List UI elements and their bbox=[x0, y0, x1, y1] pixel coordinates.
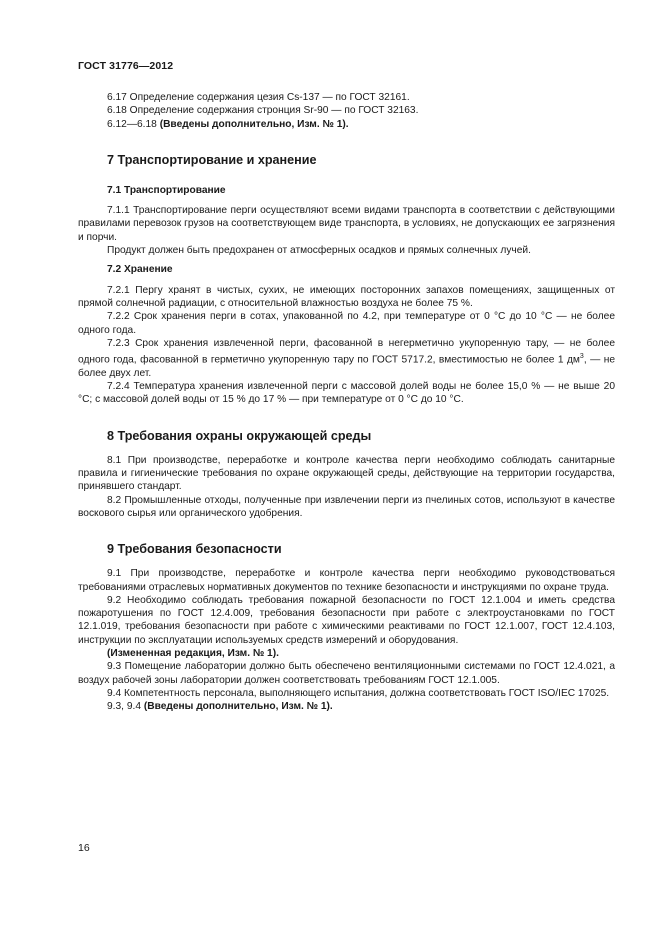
document-code-header: ГОСТ 31776—2012 bbox=[78, 60, 174, 72]
paragraph-9-1: 9.1 При производстве, переработке и контроле качества перги необходимо руководствоваться требованиями отраслевых нормативных документов по технике безопасности и инструкциями по охране труда. bbox=[78, 568, 615, 593]
amendment-note-9 bbox=[78, 700, 615, 713]
paragraph-9-2: 9.2 Необходимо соблюдать требования пожарной безопасности по ГОСТ 12.1.004 и иметь средства пожаротушения по ГОСТ 12.4.009, требования безопасности при работе с электроустановками по ГОСТ 12.1.019, требования безопасности при работе с химическими реактивами по ГОСТ 12.1.007, ГОСТ 12.4.103, инструкции по эксплуатации используемых средств измерений и оборудования. bbox=[78, 594, 615, 646]
item-6-17: 6.17 Определение содержания цезия Cs-137 — по ГОСТ 32161. bbox=[107, 92, 410, 103]
section-8-title: 8 Требования охраны окружающей среды bbox=[107, 428, 372, 443]
page-number: 16 bbox=[78, 842, 90, 854]
paragraph-7-1-1: 7.1.1 Транспортирование перги осуществляют всеми видами транспорта в соответствии с действующими правилами перевозок грузов на соответствующем виде транспорта, в условиях, не допускающих ее загрязнения и порчи. bbox=[78, 205, 615, 243]
amendment-note-6 bbox=[78, 118, 615, 131]
paragraph-7-2-3 bbox=[78, 337, 615, 380]
paragraph-product-protection: Продукт должен быть предохранен от атмосферных осадков и прямых солнечных лучей. bbox=[107, 245, 531, 257]
paragraph-8-2: 8.2 Промышленные отходы, полученные при извлечении перги из пчелиных сотов, используют в качестве воскового сырья или органического удобрения. bbox=[78, 494, 615, 519]
subsection-7-2-title: 7.2 Хранение bbox=[107, 264, 173, 276]
note-prefix: 6.12—6.18 bbox=[107, 118, 160, 130]
amendment-note-9-2: (Измененная редакция, Изм. № 1). bbox=[107, 648, 279, 659]
paragraph-9-3: 9.3 Помещение лаборатории должно быть обеспечено вентиляционными системами по ГОСТ 12.4.021, а воздух рабочей зоны лаборатории должен соответствовать требованиям ГОСТ 12.1.005. bbox=[78, 661, 615, 686]
paragraph-9-4: 9.4 Компетентность персонала, выполняющего испытания, должна соответствовать ГОСТ ISO/IEC 17025. bbox=[107, 687, 610, 699]
paragraph-7-2-4: 7.2.4 Температура хранения извлеченной перги с массовой долей воды не более 15,0 % — не выше 20 °С; с массовой долей воды от 15 % до 17 % — при температуре от 0 °С до 10 °С. bbox=[78, 381, 615, 406]
note-prefix: 9.3, 9.4 bbox=[107, 701, 144, 713]
paragraph-7-2-2: 7.2.2 Срок хранения перги в сотах, упакованной по 4.2, при температуре от 0 °С до 10 °С — не более одного года. bbox=[78, 311, 615, 336]
item-6-18: 6.18 Определение содержания стронция Sr-90 — по ГОСТ 32163. bbox=[107, 105, 419, 117]
note-bold: (Введены дополнительно, Изм. № 1). bbox=[159, 118, 349, 130]
subsection-7-1-title: 7.1 Транспортирование bbox=[107, 184, 226, 196]
text-part: , — не более двух лет. bbox=[78, 354, 615, 379]
section-7-title: 7 Транспортирование и хранение bbox=[107, 152, 317, 167]
paragraph-8-1: 8.1 При производстве, переработке и контроле качества перги необходимо соблюдать санитарные правила и гигиенические требования по охране окружающей среды, действующие на территории государства, принявшего стандарт. bbox=[78, 454, 615, 493]
superscript: 3 bbox=[579, 353, 584, 361]
section-9-title: 9 Требования безопасности bbox=[107, 542, 282, 557]
note-bold: (Введены дополнительно, Изм. № 1). bbox=[143, 701, 333, 713]
text-part: 7.2.3 Срок хранения извлеченной перги, фасованной в негерметично укупоренную тару, — не более одного года, фасованной в герметично укупоренную тару по ГОСТ 5717.2, вместимостью не более 1 дм bbox=[78, 337, 615, 366]
document-body bbox=[78, 91, 615, 713]
paragraph-7-2-1: 7.2.1 Пергу хранят в чистых, сухих, не имеющих посторонних запахов помещениях, защищенных от прямой солнечной радиации, с относительной влажностью воздуха не более 75 %. bbox=[78, 284, 615, 309]
